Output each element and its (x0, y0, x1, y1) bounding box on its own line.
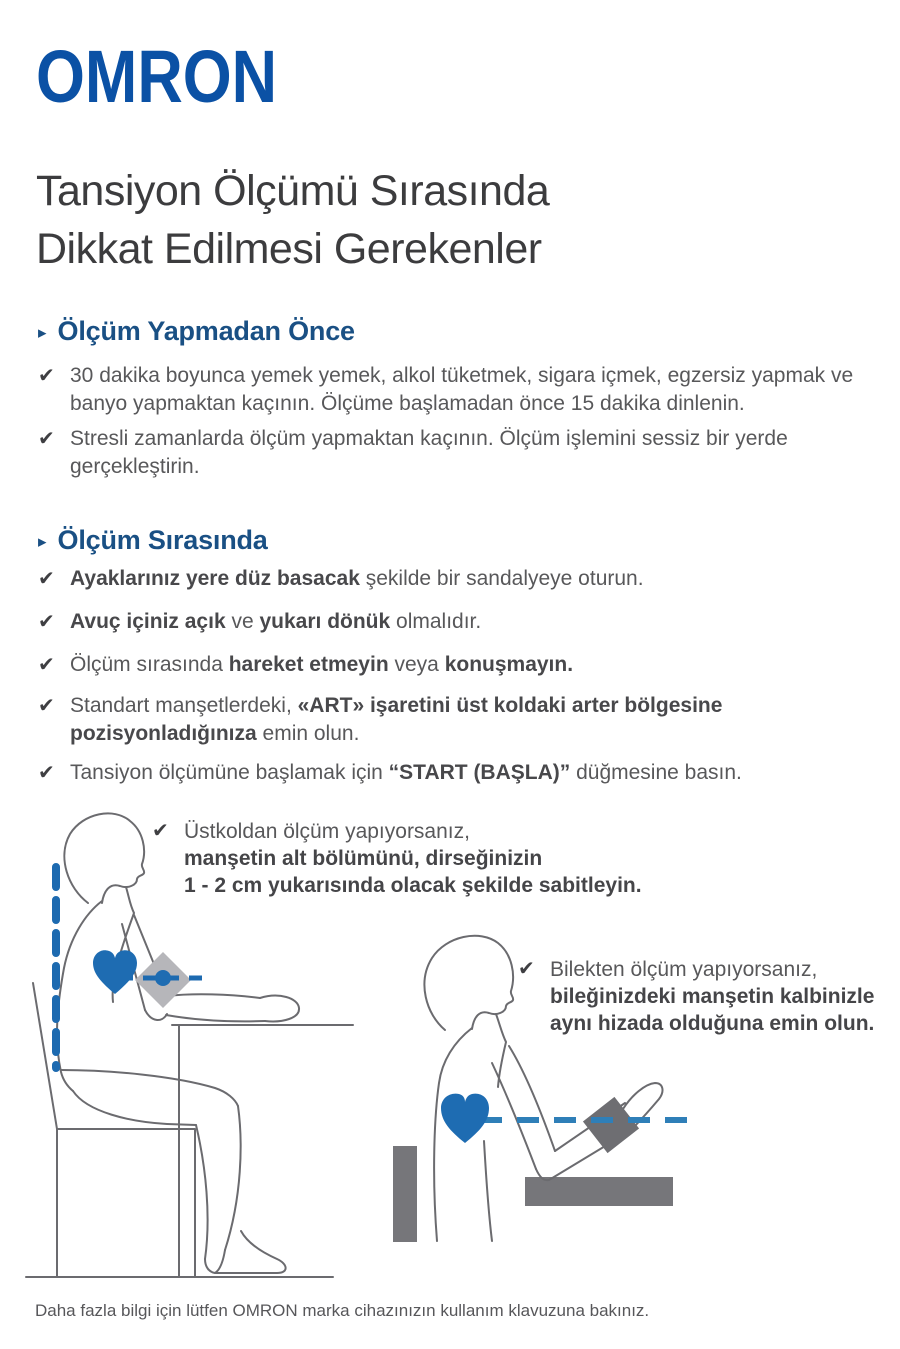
thigh-underside (73, 1091, 196, 1125)
check-icon: ✔ (38, 365, 55, 387)
torso-front (484, 1141, 492, 1241)
check-icon: ✔ (518, 958, 535, 980)
omron-logo: OMRON (36, 35, 278, 118)
wrist-cuff (583, 1097, 639, 1153)
triangle-bullet-icon: ▸ (38, 532, 47, 551)
section-heading-text: Ölçüm Sırasında (57, 525, 268, 555)
upper-arm-caption-text: Üstkoldan ölçüm yapıyorsanız, manşetin alt bölümünü, dirseğinizin 1 - 2 cm yukarısında olacak şekilde sabitleyin. (184, 820, 642, 897)
check-icon: ✔ (152, 820, 169, 842)
foot-outline (215, 1231, 286, 1273)
list-item (38, 565, 856, 593)
check-icon: ✔ (38, 762, 55, 784)
list-item-text: 30 dakika boyunca yemek yemek, alkol tüketmek, sigara içmek, egzersiz yapmak ve banyo yapmaktan kaçının. Ölçüme başlamadan önce 15 dakika dinlenin. (70, 364, 854, 415)
chair-seat-box (57, 1129, 195, 1277)
head-outline (64, 813, 144, 903)
heart-icon (93, 950, 137, 994)
thigh-top (61, 1070, 238, 1106)
check-icon: ✔ (38, 695, 55, 717)
check-icon: ✔ (38, 568, 55, 590)
forearm-bottom (166, 1015, 265, 1021)
table-bar (525, 1177, 673, 1206)
check-icon: ✔ (38, 611, 55, 633)
wrist-caption-text: Bilekten ölçüm yapıyorsanız, bileğinizdeki manşetin kalbinizle aynı hizada olduğuna emin olun. (550, 958, 875, 1035)
check-icon: ✔ (38, 428, 55, 450)
cuff-position-dot (155, 970, 171, 986)
elbow-curve (145, 1010, 167, 1020)
page-title (36, 162, 549, 278)
heel-curve (205, 1259, 215, 1273)
heart-icon (441, 1094, 489, 1143)
page-title-line-1: Tansiyon Ölçümü Sırasında (36, 167, 550, 215)
page-title-line-2: Dikkat Edilmesi Gerekenler (36, 225, 542, 273)
list-item (38, 362, 856, 418)
hand-outline (260, 996, 299, 1022)
back-outline (57, 901, 102, 1091)
list-item-text: Ölçüm sırasında hareket etmeyin veya konuşmayın. (70, 653, 574, 676)
list-item-text: Tansiyon ölçümüne başlamak için “START (BAŞLA)” düğmesine basın. (70, 761, 742, 784)
triangle-bullet-icon: ▸ (38, 323, 47, 342)
head-outline (424, 936, 513, 1030)
upper-arm-front (509, 1046, 555, 1151)
list-item (38, 651, 856, 679)
list-item (38, 425, 856, 481)
list-item-text: Standart manşetlerdeki, «ART» işaretini üst koldaki arter bölgesine pozisyonladığınıza emin olun. (70, 694, 723, 745)
section-heading-text: Ölçüm Yapmadan Önce (57, 316, 355, 346)
upper-arm-caption (152, 818, 672, 899)
forearm-top (167, 994, 260, 998)
list-item (38, 759, 856, 787)
list-item (38, 608, 856, 636)
upper-arm-back (492, 1063, 536, 1169)
list-item (38, 692, 856, 748)
shin-front (225, 1106, 241, 1250)
calf-back (196, 1125, 208, 1259)
wrist-caption (518, 956, 888, 1037)
list-item-text: Ayaklarınız yere düz basacak şekilde bir sandalyeye oturun. (70, 567, 644, 590)
list-item-text: Avuç içiniz açık ve yukarı dönük olmalıdır. (70, 610, 482, 633)
check-icon: ✔ (38, 654, 55, 676)
section-heading-during-measurement (38, 525, 268, 556)
chair-back-bar (393, 1146, 417, 1242)
footer-note: Daha fazla bilgi için lütfen OMRON marka cihazınızın kullanım klavuzuna bakınız. (35, 1301, 650, 1320)
list-item-text: Stresli zamanlarda ölçüm yapmaktan kaçının. Ölçüm işlemini sessiz bir yerde gerçekleştirin. (70, 427, 788, 478)
section-heading-before-measurement (38, 316, 355, 347)
